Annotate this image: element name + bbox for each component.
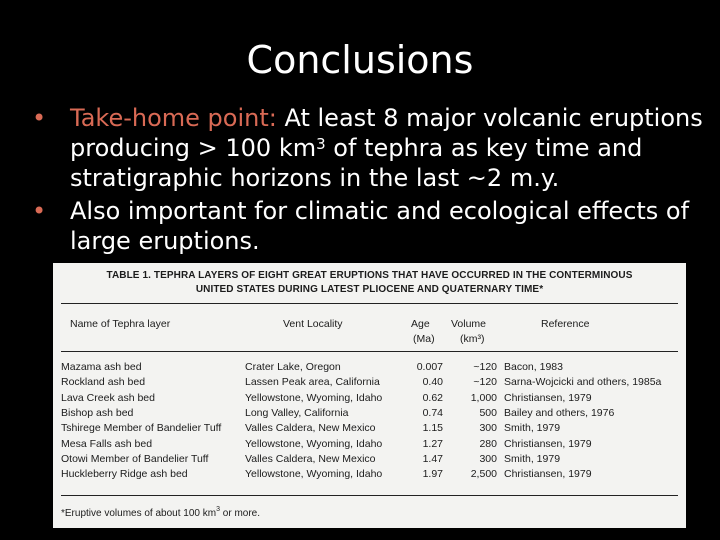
table-rule bbox=[61, 351, 678, 352]
bullet-item bbox=[32, 196, 712, 256]
cell-volume: 280 bbox=[479, 437, 497, 450]
cell-volume: 2,500 bbox=[470, 468, 497, 481]
cell-age: 0.74 bbox=[422, 406, 443, 419]
header-vent: Vent Locality bbox=[283, 318, 343, 330]
cell-reference: Christiansen, 1979 bbox=[504, 468, 592, 481]
header-age-unit: (Ma) bbox=[413, 333, 435, 345]
cell-reference: Christiansen, 1979 bbox=[504, 391, 592, 404]
header-reference: Reference bbox=[541, 318, 590, 330]
cell-name: Rockland ash bed bbox=[61, 376, 146, 389]
header-name: Name of Tephra layer bbox=[70, 318, 171, 330]
table-row bbox=[53, 453, 686, 468]
tephra-table bbox=[53, 263, 686, 528]
table-row bbox=[53, 361, 686, 376]
bullet-marker: • bbox=[32, 197, 47, 225]
table-footnote bbox=[61, 508, 260, 519]
slide-title: Conclusions bbox=[246, 38, 474, 82]
cell-age: 0.007 bbox=[416, 361, 443, 373]
cell-reference: Christiansen, 1979 bbox=[504, 437, 592, 450]
bullet-item bbox=[32, 103, 712, 193]
cell-vent: Valles Caldera, New Mexico bbox=[245, 422, 376, 435]
table-title bbox=[53, 269, 686, 297]
cell-vent: Valles Caldera, New Mexico bbox=[245, 452, 376, 465]
bullet-marker: • bbox=[32, 104, 47, 132]
cell-age: 0.62 bbox=[422, 391, 443, 404]
cell-volume: ~120 bbox=[473, 376, 497, 389]
bullet-lead-separator: : bbox=[268, 104, 277, 132]
bullet-text-cont: of tephra as key time and stratigraphic horizons in the last ~2 m.y. bbox=[70, 134, 643, 192]
cell-name: Mesa Falls ash bed bbox=[61, 437, 153, 450]
cell-vent: Yellowstone, Wyoming, Idaho bbox=[245, 391, 383, 404]
table-row bbox=[53, 468, 686, 483]
header-volume: Volume bbox=[451, 318, 487, 330]
footnote-sup: 3 bbox=[216, 506, 220, 513]
footnote-text: *Eruptive volumes of about 100 km bbox=[61, 508, 217, 519]
cell-age: 1.47 bbox=[422, 452, 443, 465]
footnote-text-cont: or more. bbox=[220, 508, 261, 519]
table-rule bbox=[61, 303, 678, 304]
cell-reference: Bacon, 1983 bbox=[504, 361, 563, 373]
table-row bbox=[53, 407, 686, 422]
cell-name: Huckleberry Ridge ash bed bbox=[61, 468, 188, 481]
cell-volume: ~120 bbox=[473, 361, 497, 373]
cell-reference: Sarna-Wojcicki and others, 1985a bbox=[504, 376, 662, 389]
cell-reference: Smith, 1979 bbox=[504, 422, 561, 435]
table-row bbox=[53, 438, 686, 453]
superscript: 3 bbox=[316, 135, 326, 153]
table-row bbox=[53, 422, 686, 437]
cell-age: 1.97 bbox=[422, 468, 443, 481]
bullet-text: Also important for climatic and ecological effects of large eruptions. bbox=[70, 197, 690, 255]
header-volume-unit: (km³) bbox=[460, 333, 485, 345]
cell-volume: 500 bbox=[479, 406, 497, 419]
bullet-lead: Take-home point bbox=[70, 104, 269, 132]
cell-volume: 1,000 bbox=[470, 391, 497, 404]
cell-reference: Bailey and others, 1976 bbox=[504, 406, 615, 419]
bullet-text: At least 8 major volcanic eruptions producing > 100 km bbox=[70, 104, 703, 162]
cell-name: Mazama ash bed bbox=[61, 361, 142, 373]
cell-name: Lava Creek ash bed bbox=[61, 391, 155, 404]
table-row bbox=[53, 376, 686, 391]
table-title-line: TABLE 1. TEPHRA LAYERS OF EIGHT GREAT ERUPTIONS THAT HAVE OCCURRED IN THE CONTERMINOUS bbox=[106, 270, 633, 281]
table-row bbox=[53, 392, 686, 407]
cell-age: 1.27 bbox=[422, 437, 443, 450]
cell-reference: Smith, 1979 bbox=[504, 452, 561, 465]
cell-age: 1.15 bbox=[422, 422, 443, 435]
cell-vent: Lassen Peak area, California bbox=[245, 376, 380, 389]
cell-vent: Crater Lake, Oregon bbox=[245, 361, 341, 373]
table-title-line: UNITED STATES DURING LATEST PLIOCENE AND QUATERNARY TIME* bbox=[195, 284, 544, 295]
cell-vent: Yellowstone, Wyoming, Idaho bbox=[245, 468, 383, 481]
header-age: Age bbox=[411, 318, 430, 330]
cell-age: 0.40 bbox=[422, 376, 443, 389]
cell-vent: Yellowstone, Wyoming, Idaho bbox=[245, 437, 383, 450]
cell-name: Otowi Member of Bandelier Tuff bbox=[61, 452, 209, 465]
cell-name: Tshirege Member of Bandelier Tuff bbox=[61, 422, 222, 435]
bullet-list bbox=[32, 103, 712, 259]
cell-name: Bishop ash bed bbox=[61, 406, 134, 419]
cell-volume: 300 bbox=[479, 422, 497, 435]
cell-vent: Long Valley, California bbox=[245, 406, 349, 419]
table-rule bbox=[61, 495, 678, 496]
cell-volume: 300 bbox=[479, 452, 497, 465]
